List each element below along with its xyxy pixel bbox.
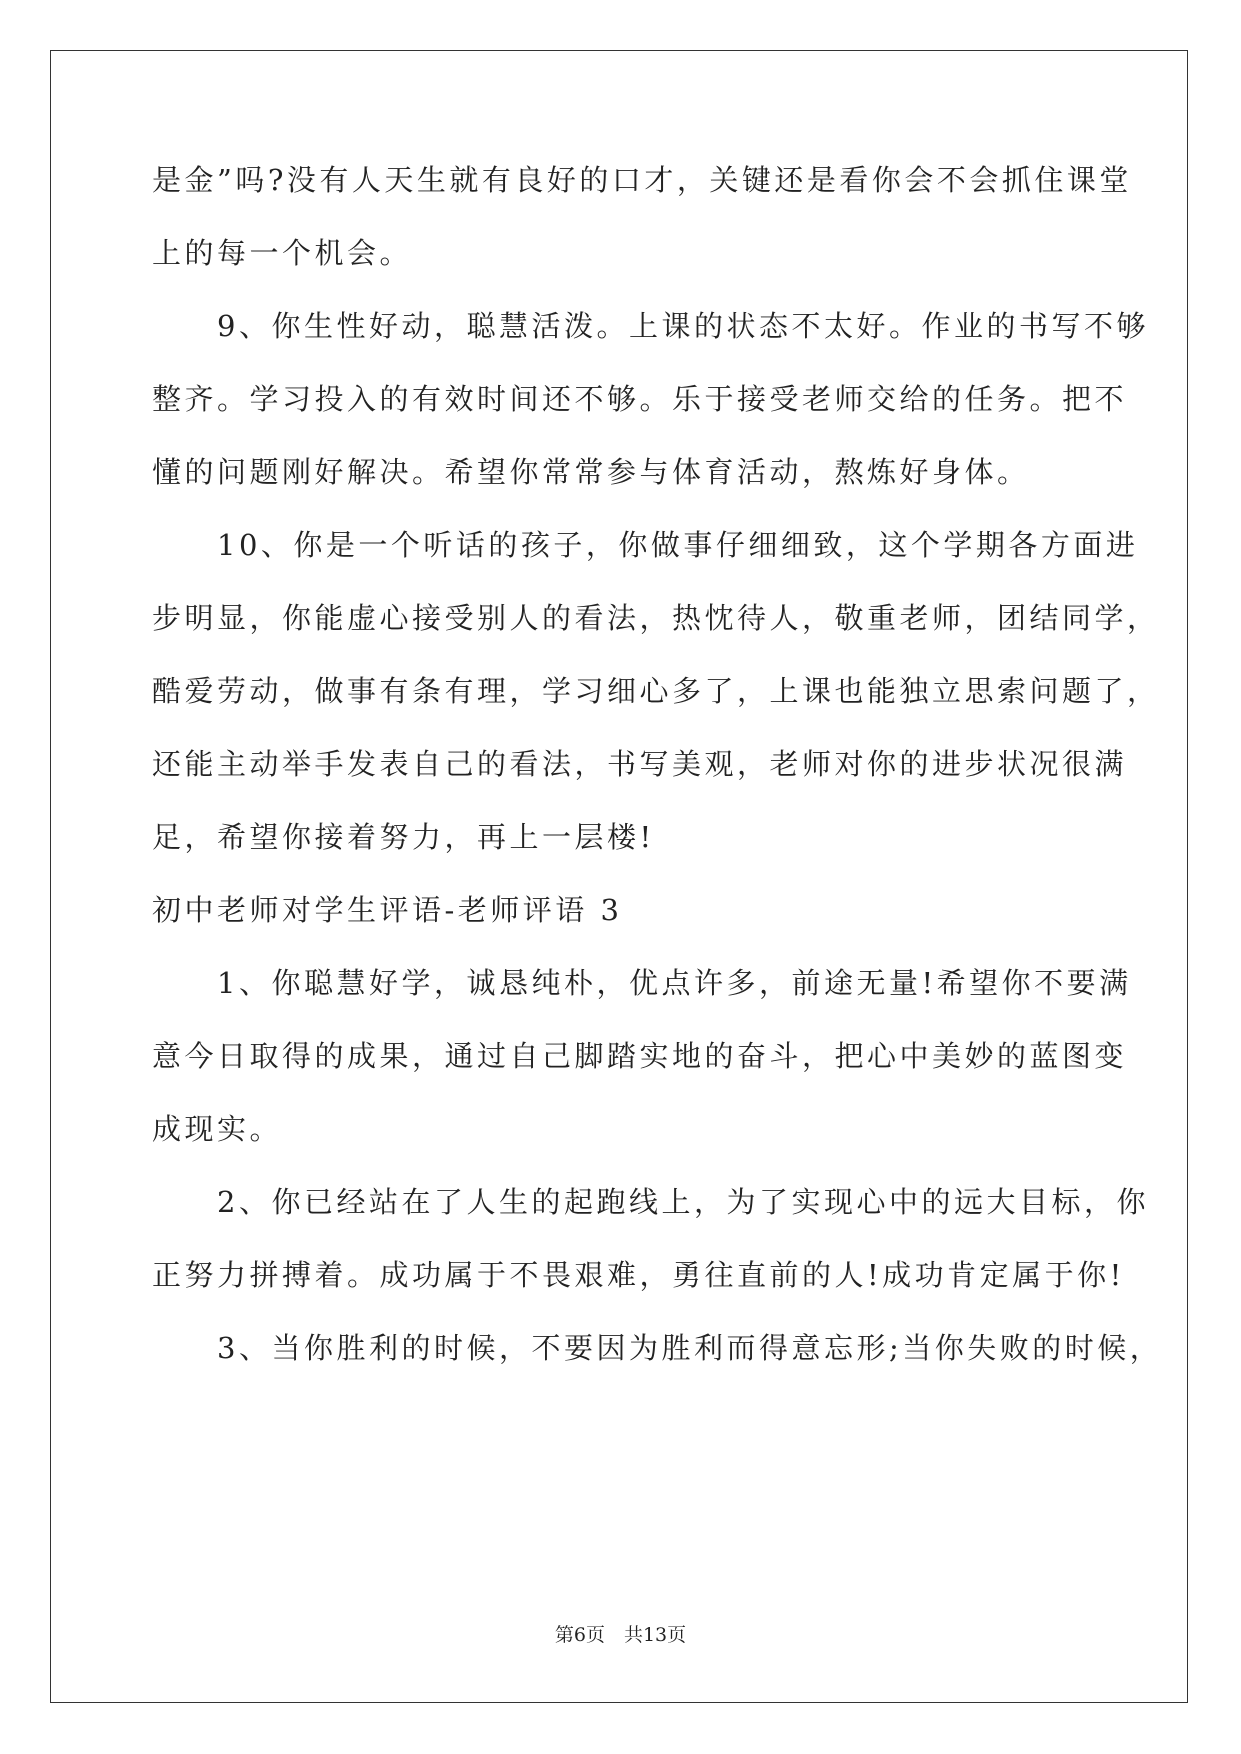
text-line: 整齐。学习投入的有效时间还不够。乐于接受老师交给的任务。把不: [152, 382, 1128, 416]
text-line: 成现实。: [152, 1112, 283, 1146]
text-line: 3、当你胜利的时候，不要因为胜利而得意忘形;当你失败的时候，: [152, 1331, 1163, 1365]
text-line: 正努力拼搏着。成功属于不畏艰难，勇往直前的人!成功肯定属于你!: [152, 1258, 1125, 1292]
text-line: 懂的问题刚好解决。希望你常常参与体育活动，熬炼好身体。: [152, 455, 1030, 489]
text-line: 酷爱劳动，做事有条有理，学习细心多了，上课也能独立思索问题了，: [152, 674, 1160, 708]
text-line: 足，希望你接着努力，再上一层楼!: [152, 820, 655, 854]
text-line: 步明显，你能虚心接受别人的看法，热忱待人，敬重老师，团结同学，: [152, 601, 1160, 635]
text-line: 意今日取得的成果，通过自己脚踏实地的奋斗，把心中美妙的蓝图变: [152, 1039, 1128, 1073]
text-line: 1、你聪慧好学，诚恳纯朴，优点许多，前途无量!希望你不要满: [152, 966, 1132, 1000]
text-line: 2、你已经站在了人生的起跑线上，为了实现心中的远大目标，你: [152, 1185, 1149, 1219]
section-heading: 初中老师对学生评语-老师评语 3: [152, 893, 623, 927]
text-line: 是金”吗?没有人天生就有良好的口才，关键还是看你会不会抓住课堂: [152, 163, 1132, 197]
text-line: 还能主动举手发表自己的看法，书写美观，老师对你的进步状况很满: [152, 747, 1128, 781]
page-number-footer: 第6页 共13页: [554, 1624, 687, 1646]
text-line: 10、你是一个听话的孩子，你做事仔细细致，这个学期各方面进: [152, 528, 1139, 562]
text-line: 上的每一个机会。: [152, 236, 413, 270]
page-border: [50, 50, 1188, 1703]
text-line: 9、你生性好动，聪慧活泼。上课的状态不太好。作业的书写不够: [152, 309, 1149, 343]
